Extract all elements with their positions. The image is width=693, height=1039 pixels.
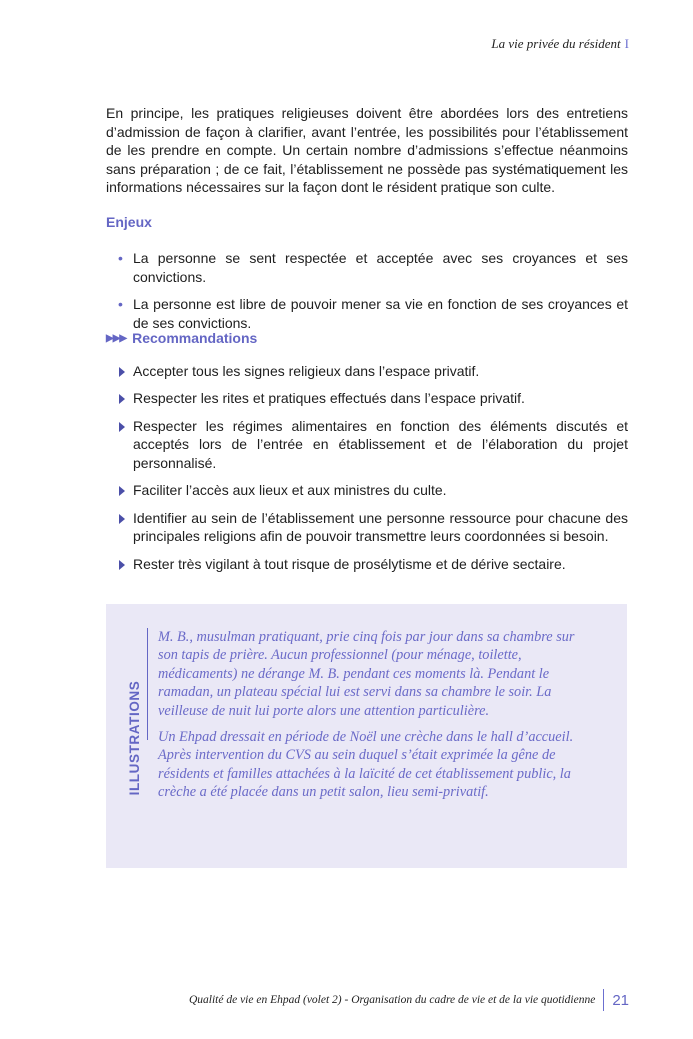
triangle-bullet-icon: [119, 560, 125, 570]
recommandation-item-text: Faciliter l’accès aux lieux et aux ministres du culte.: [133, 482, 447, 499]
triangle-bullet-icon: [119, 422, 125, 432]
recommandations-list: [118, 362, 628, 582]
intro-paragraph: En principe, les pratiques religieuses doivent être abordées lors des entretiens d’admission de façon à clarifier, avant l’entrée, les possibilités pour l’établissement de les prendre en compte. Un certain nombre d’admissions s’effectue néanmoins sans préparation ; de ce fait, l’établissement ne possède pas systématiquement les informations nécessaires sur la façon dont le résident pratique son culte.: [106, 105, 628, 196]
recommandation-item: [118, 417, 628, 473]
running-header-marker: I: [624, 36, 629, 51]
running-header: [491, 36, 629, 52]
enjeux-heading: Enjeux: [106, 214, 152, 230]
bullet-dot-icon: •: [118, 250, 123, 266]
illustration-paragraph: M. B., musulman pratiquant, prie cinq fois par jour dans sa chambre sur son tapis de prière. Aucun professionnel (pour ménage, toilette, médicaments) ne dérange M. B. pendant ces moments là. Pendant le ramadan, un plateau spécial lui est servi dans sa chambre le soir. La veilleuse de nuit lui porte alors une attention particulière.: [158, 629, 575, 719]
illustrations-label: ILLUSTRATIONS: [127, 680, 142, 796]
recommandation-item: [118, 362, 628, 381]
illustration-paragraph: Un Ehpad dressait en période de Noël une crèche dans le hall d’accueil. Après intervention du CVS au sein duquel s’était exprimée la gêne de résidents et familles attachées à la laïcité de cet établissement public, la crèche a été placée dans un petit salon, lieu semi-privatif.: [158, 729, 574, 801]
triangle-bullet-icon: [119, 514, 125, 524]
enjeux-item: [118, 295, 628, 332]
running-header-title: La vie privée du résident: [491, 36, 621, 51]
enjeux-list: [118, 249, 628, 341]
bullet-dot-icon: •: [118, 296, 123, 313]
illustrations-text: [158, 628, 583, 810]
enjeux-item: [118, 249, 628, 286]
triple-arrow-icon: ▶▶▶: [106, 332, 127, 344]
recommandations-heading-text: Recommandations: [132, 330, 258, 346]
recommandation-item: [118, 389, 628, 408]
triangle-bullet-icon: [119, 486, 125, 496]
footer-divider: [603, 989, 604, 1011]
illustrations-rule: [147, 628, 148, 740]
recommandation-item: [118, 555, 628, 574]
recommandation-item-text: Identifier au sein de l’établissement une personne ressource pour chacune des principales religions afin de pouvoir transmettre leurs coordonnées si besoin.: [133, 509, 628, 545]
triangle-bullet-icon: [119, 394, 125, 404]
recommandations-heading: [106, 330, 257, 346]
enjeux-item-text: La personne se sent respectée et acceptée avec ses croyances et ses convictions.: [133, 250, 628, 285]
recommandation-item-text: Rester très vigilant à tout risque de prosélytisme et de dérive sectaire.: [133, 555, 566, 572]
triangle-bullet-icon: [119, 367, 125, 377]
recommandation-item-text: Respecter les rites et pratiques effectués dans l’espace privatif.: [133, 390, 525, 407]
footer-title: Qualité de vie en Ehpad (volet 2) - Organisation du cadre de vie et de la vie quotidienne: [188, 994, 596, 1006]
recommandation-item-text: Accepter tous les signes religieux dans l’espace privatif.: [133, 363, 480, 379]
page-number: 21: [612, 991, 629, 1009]
recommandation-item: [118, 481, 628, 500]
running-footer: [189, 989, 629, 1011]
recommandation-item-text: Respecter les régimes alimentaires en fonction des éléments discutés et acceptés lors de l’entrée en établissement et de l’élaboration du projet personnalisé.: [133, 417, 628, 471]
recommandation-item: [118, 509, 628, 546]
enjeux-item-text: La personne est libre de pouvoir mener sa vie en fonction de ses croyances et de ses convictions.: [133, 296, 628, 331]
illustrations-box: [106, 604, 627, 868]
